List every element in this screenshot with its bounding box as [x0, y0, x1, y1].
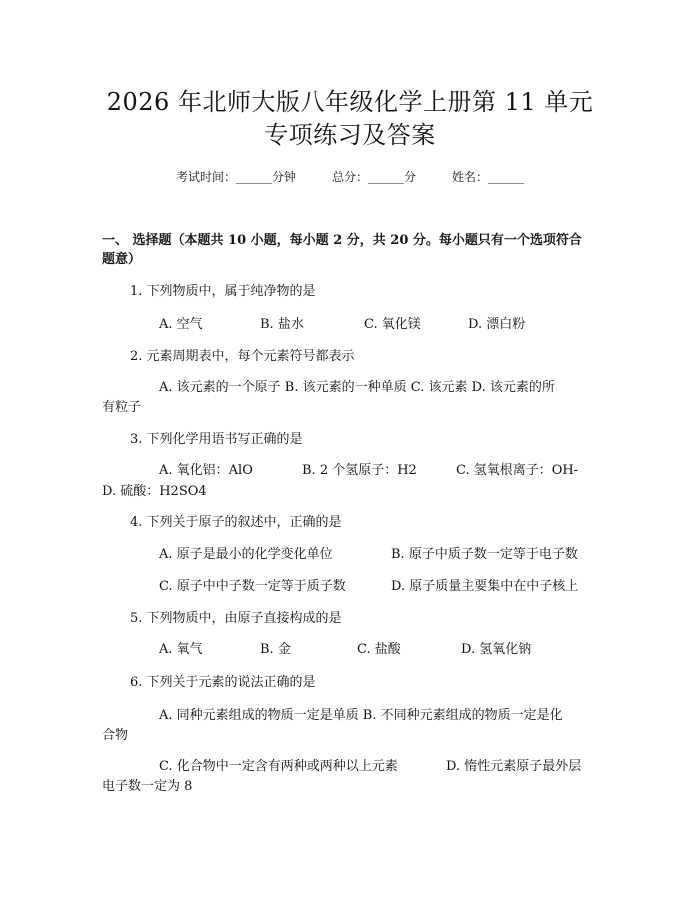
- q6-options-line-4: 电子数一定为 8: [102, 779, 193, 794]
- document-title-line-1: 2026 年北师大版八年级化学上册第 11 单元: [106, 88, 594, 116]
- q4-option-d: D. 原子质量主要集中在中子核上: [391, 579, 579, 594]
- q5-option-c: C. 盐酸: [357, 642, 401, 657]
- q1-option-c: C. 氧化镁: [364, 317, 421, 332]
- exam-score: 总分：______分: [331, 170, 416, 184]
- question-4-stem: 4. 下列关于原子的叙述中，正确的是: [130, 515, 342, 530]
- q6-options-line-1: A. 同种元素组成的物质一定是单质 B. 不同种元素组成的物质一定是化: [159, 708, 563, 723]
- q2-options-line-1: A. 该元素的一个原子 B. 该元素的一种单质 C. 该元素 D. 该元素的所: [159, 380, 555, 395]
- q1-option-a: A. 空气: [159, 317, 203, 332]
- q6-option-d: D. 惰性元素原子最外层: [446, 759, 582, 774]
- q3-option-d: D. 硫酸：H2SO4: [102, 484, 207, 499]
- question-1-stem: 1. 下列物质中，属于纯净物的是: [130, 284, 316, 299]
- q3-option-b: B. 2 个氢原子：H2: [302, 463, 417, 478]
- q3-option-c: C. 氢氧根离子：OH-: [456, 463, 579, 478]
- question-3-stem: 3. 下列化学用语书写正确的是: [130, 432, 303, 447]
- q4-option-a: A. 原子是最小的化学变化单位: [159, 547, 333, 562]
- q3-option-a: A. 氧化铝：AlO: [159, 463, 253, 478]
- q2-options-line-2: 有粒子: [102, 400, 142, 415]
- q4-option-c: C. 原子中中子数一定等于质子数: [159, 579, 346, 594]
- q6-option-c: C. 化合物中一定含有两种或两种以上元素: [159, 759, 398, 774]
- section-heading-cont: 题意）: [102, 252, 142, 267]
- section-heading: 一、 选择题（本题共 10 小题，每小题 2 分，共 20 分。每小题只有一个选项符合: [102, 233, 582, 248]
- exam-time: 考试时间：______分钟: [175, 170, 296, 184]
- q1-option-b: B. 盐水: [260, 317, 304, 332]
- question-6-stem: 6. 下列关于元素的说法正确的是: [130, 675, 316, 690]
- q6-options-line-2: 合物: [102, 728, 129, 743]
- document-title-line-2: 专项练习及答案: [264, 121, 436, 149]
- question-5-stem: 5. 下列物质中，由原子直接构成的是: [130, 611, 342, 626]
- exam-name: 姓名：______: [452, 170, 525, 184]
- q5-option-a: A. 氧气: [159, 642, 203, 657]
- q5-option-b: B. 金: [260, 642, 291, 657]
- exam-info: [0, 169, 700, 185]
- question-2-stem: 2. 元素周期表中，每个元素符号都表示: [130, 349, 355, 364]
- q4-option-b: B. 原子中质子数一定等于电子数: [391, 547, 578, 562]
- q5-option-d: D. 氢氧化钠: [461, 642, 532, 657]
- q1-option-d: D. 漂白粉: [468, 317, 526, 332]
